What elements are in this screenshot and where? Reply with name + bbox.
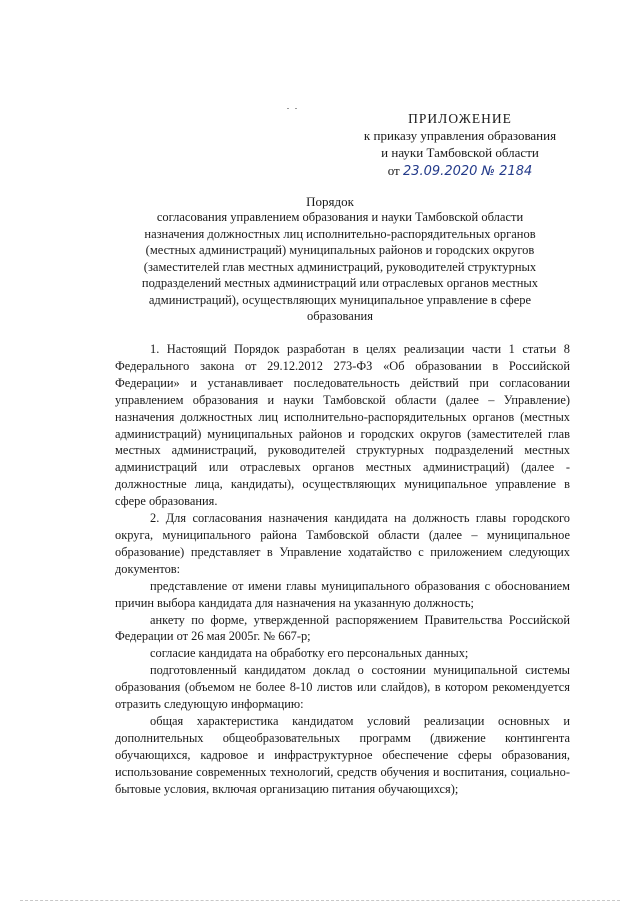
document-title: Порядок bbox=[306, 194, 354, 209]
appendix-date-line bbox=[340, 162, 580, 180]
scan-artifact bbox=[287, 108, 289, 109]
document-subtitle: согласования управлением образования и науки Тамбовской области назначения должностных лиц исполнительно-распорядительных органов (местных администраций) муниципальных районов и городских округов (заместителей глав местных администраций, руководителей структурных подразделений местных администраций или отраслевых органов местных администраций), осуществляющих муниципальное управление в сфере образования bbox=[141, 210, 539, 323]
date-prefix: от bbox=[387, 163, 400, 178]
paragraph: представление от имени главы муниципального образования с обоснованием причин выбора кандидата для назначения на указанную должность; bbox=[115, 578, 570, 610]
appendix-header bbox=[340, 110, 580, 180]
paragraph: 1. Настоящий Порядок разработан в целях реализации части 1 статьи 8 Федерального закона от 29.12.2012 273-ФЗ «Об образовании в Российской Федерации» и устанавливает последовательность действий при согласовании управлением образования и науки Тамбовской области (далее – Управление) назначения должностных лиц исполнительно-распорядительных органов (местных администраций) муниципальных районов и городских округов (заместителей глав местных администраций, руководителей структурных подразделений местных администраций или отраслевых органов местных администраций) (далее - должностные лица, кандидаты), осуществляющих муниципальное управление в сфере образования. bbox=[115, 342, 570, 509]
appendix-line-1: к приказу управления образования bbox=[363, 128, 557, 143]
handwritten-date-number: 23.09.2020 № 2184 bbox=[402, 164, 533, 179]
paragraph: 2. Для согласования назначения кандидата на должность главы городского округа, муниципального района Тамбовской области (далее – муниципальное образование) представляет в Управление ходатайство с приложением следующих документов: bbox=[115, 511, 570, 576]
scan-artifact bbox=[295, 108, 297, 109]
paragraph: согласие кандидата на обработку его персональных данных; bbox=[150, 646, 469, 661]
paragraph: общая характеристика кандидатом условий реализации основных и дополнительных общеобразовательных программ (движение контингента обучающихся, кадровое и инфраструктурное обеспечение сферы образования, использование современных технологий, средств обучения и воспитания, социально-бытовые условия, включая организацию питания обучающихся); bbox=[115, 713, 570, 796]
scan-edge-marks bbox=[20, 900, 620, 903]
paragraph: анкету по форме, утвержденной распоряжением Правительства Российской Федерации от 26 мая 2005г. № 667-р; bbox=[115, 612, 570, 644]
document-body bbox=[115, 341, 570, 797]
appendix-line-2: и науки Тамбовской области bbox=[381, 145, 539, 160]
paragraph: подготовленный кандидатом доклад о состоянии муниципальной системы образования (объемом не более 8-10 листов или слайдов), в котором рекомендуется отразить следующую информацию: bbox=[115, 663, 570, 712]
appendix-title: ПРИЛОЖЕНИЕ bbox=[408, 111, 512, 126]
